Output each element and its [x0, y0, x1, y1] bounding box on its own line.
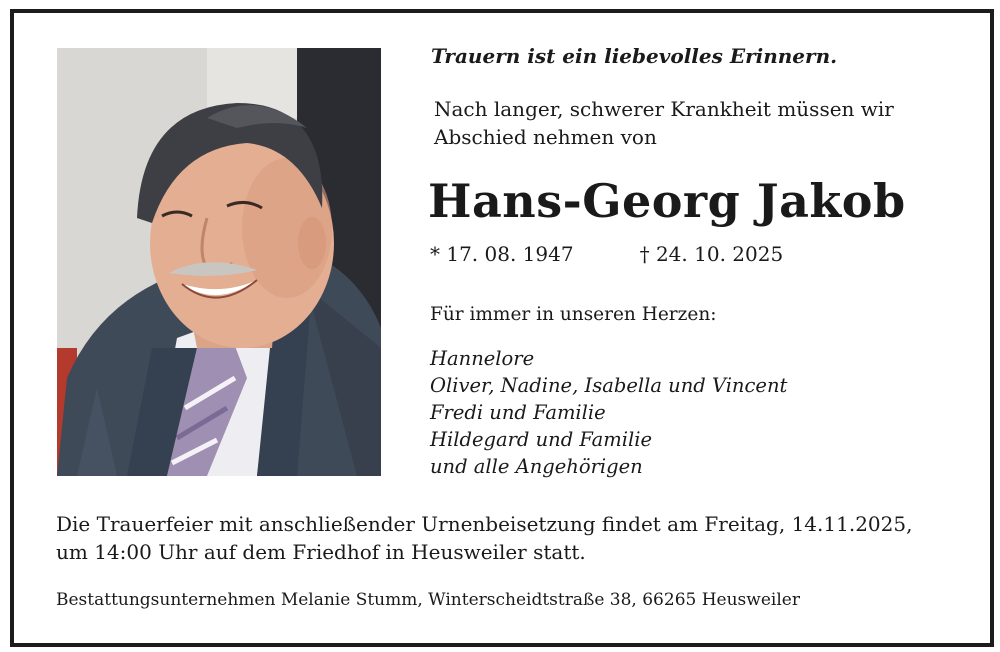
ceremony-line: um 14:00 Uhr auf dem Friedhof in Heusweiler statt.	[56, 540, 586, 564]
life-dates	[430, 242, 783, 266]
portrait-photo	[57, 48, 381, 476]
funeral-home: Bestattungsunternehmen Melanie Stumm, Winterscheidtstraße 38, 66265 Heusweiler	[56, 590, 800, 610]
death-date: † 24. 10. 2025	[639, 242, 784, 266]
deceased-name: Hans-Georg Jakob	[428, 174, 906, 228]
intro-line: Nach langer, schwerer Krankheit müssen wir	[434, 97, 894, 121]
intro-line: Abschied nehmen von	[434, 125, 657, 149]
birth-date: * 17. 08. 1947	[430, 242, 574, 266]
heart-line: Für immer in unseren Herzen:	[430, 304, 717, 325]
intro-text	[434, 95, 894, 151]
motto: Trauern ist ein liebevolles Erinnern.	[431, 44, 838, 68]
mourner: Oliver, Nadine, Isabella und Vincent	[430, 374, 788, 397]
ceremony-info	[56, 510, 912, 566]
ceremony-line: Die Trauerfeier mit anschließender Urnenbeisetzung findet am Freitag, 14.11.2025,	[56, 512, 913, 536]
mourners-list	[430, 345, 787, 480]
mourner: Hildegard und Familie	[430, 428, 652, 451]
mourner: Fredi und Familie	[430, 401, 606, 424]
mourner: Hannelore	[430, 347, 535, 370]
mourner: und alle Angehörigen	[430, 455, 643, 478]
